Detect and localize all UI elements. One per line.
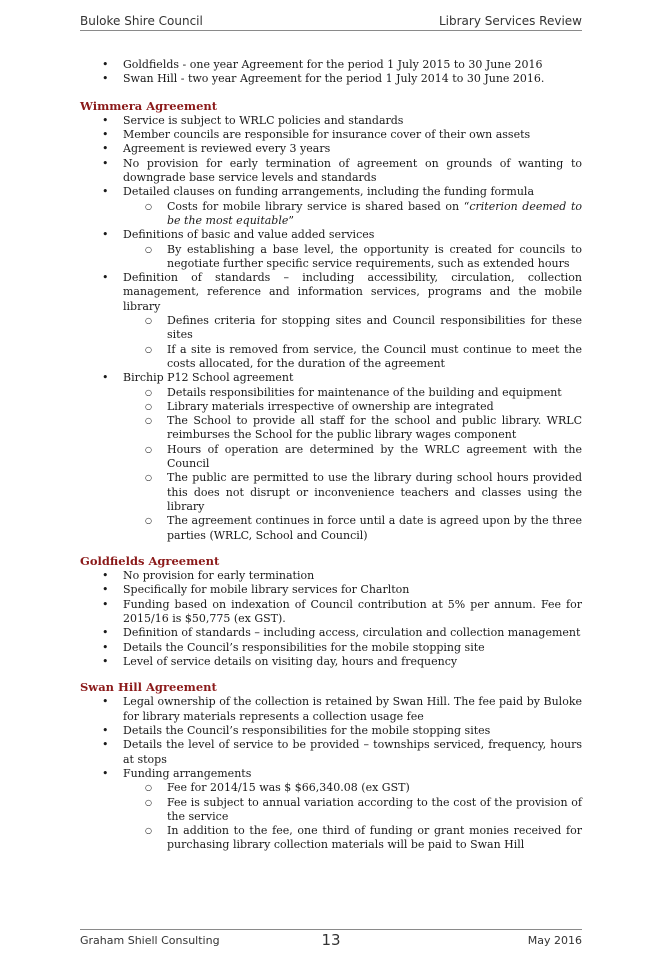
sub-list-item: ○ If a site is removed from service, the Council must continue to meet the costs allocated, for the duration of the agreement	[80, 343, 582, 372]
page-number: 13	[321, 931, 341, 949]
list-item: • Member councils are responsible for insurance cover of their own assets	[80, 128, 582, 142]
page-footer	[80, 929, 582, 950]
list-item: • No provision for early termination	[80, 569, 582, 583]
sub-item-text: Costs for mobile library service is shared based on “	[167, 199, 470, 213]
header-council-name: Buloke Shire Council	[80, 14, 203, 28]
list-item: • Service is subject to WRLC policies and standards	[80, 114, 582, 128]
intro-list	[80, 58, 582, 87]
wimmera-list	[80, 114, 582, 543]
sub-list-item: ○ The agreement continues in force until a date is agreed upon by the three parties (WRLC, School and Council)	[80, 514, 582, 543]
list-item: • Definition of standards – including access, circulation and collection management	[80, 626, 582, 640]
footer-date: May 2016	[527, 934, 582, 947]
list-item: • Specifically for mobile library services for Charlton	[80, 583, 582, 597]
emphasis-text: criterion deemed to be the most equitable	[167, 199, 582, 227]
sub-list-item	[80, 200, 582, 229]
swanhill-heading: Swan Hill Agreement	[80, 680, 217, 695]
list-item: • Level of service details on visiting day, hours and frequency	[80, 655, 582, 669]
list-item: • Goldfields - one year Agreement for the period 1 July 2015 to 30 June 2016	[80, 58, 582, 72]
sub-list-item: ○ Hours of operation are determined by the WRLC agreement with the Council	[80, 443, 582, 472]
list-item: • Swan Hill - two year Agreement for the period 1 July 2014 to 30 June 2016.	[80, 72, 582, 86]
page-content	[80, 58, 582, 853]
goldfields-list	[80, 569, 582, 669]
sub-list-item: ○ Fee for 2014/15 was $ $66,340.08 (ex GST)	[80, 781, 582, 795]
sub-list-item: ○ Details responsibilities for maintenance of the building and equipment	[80, 386, 582, 400]
sub-list-item: ○ The public are permitted to use the library during school hours provided this does not disrupt or inconvenience teachers and classes using the library	[80, 471, 582, 514]
footer-author: Graham Shiell Consulting	[80, 934, 220, 947]
list-item: • Details the Council’s responsibilities for the mobile stopping sites	[80, 724, 582, 738]
sub-list-item: ○ By establishing a base level, the opportunity is created for councils to negotiate further specific service requirements, such as extended hours	[80, 243, 582, 272]
sub-item-text-end: ”	[288, 213, 295, 227]
list-item: • Details the Council’s responsibilities for the mobile stopping site	[80, 641, 582, 655]
list-item: • Legal ownership of the collection is retained by Swan Hill. The fee paid by Buloke for library materials represents a collection usage fee	[80, 695, 582, 724]
list-item: • Birchip P12 School agreement	[80, 371, 582, 385]
swanhill-list	[80, 695, 582, 852]
list-item: • Funding arrangements	[80, 767, 582, 781]
page-header	[80, 12, 582, 31]
list-item: • Definition of standards – including accessibility, circulation, collection management, reference and information services, programs and the mobile library	[80, 271, 582, 314]
list-item: • Detailed clauses on funding arrangements, including the funding formula	[80, 185, 582, 199]
sub-list-item: ○ In addition to the fee, one third of funding or grant monies received for purchasing library collection materials will be paid to Swan Hill	[80, 824, 582, 853]
list-item: • Details the level of service to be provided – townships serviced, frequency, hours at stops	[80, 738, 582, 767]
goldfields-heading: Goldfields Agreement	[80, 553, 220, 568]
sub-list-item: ○ The School to provide all staff for the school and public library. WRLC reimburses the School for the public library wages component	[80, 414, 582, 443]
sub-list-item: ○ Defines criteria for stopping sites and Council responsibilities for these sites	[80, 314, 582, 343]
wimmera-heading: Wimmera Agreement	[80, 98, 218, 113]
list-item: • Definitions of basic and value added services	[80, 228, 582, 242]
sub-list-item: ○ Library materials irrespective of ownership are integrated	[80, 400, 582, 414]
sub-list-item: ○ Fee is subject to annual variation according to the cost of the provision of the service	[80, 796, 582, 825]
list-item: • Funding based on indexation of Council contribution at 5% per annum. Fee for 2015/16 is $50,775 (ex GST).	[80, 598, 582, 627]
list-item: • Agreement is reviewed every 3 years	[80, 142, 582, 156]
list-item: • No provision for early termination of agreement on grounds of wanting to downgrade base service levels and standards	[80, 157, 582, 186]
header-document-title: Library Services Review	[438, 14, 582, 28]
